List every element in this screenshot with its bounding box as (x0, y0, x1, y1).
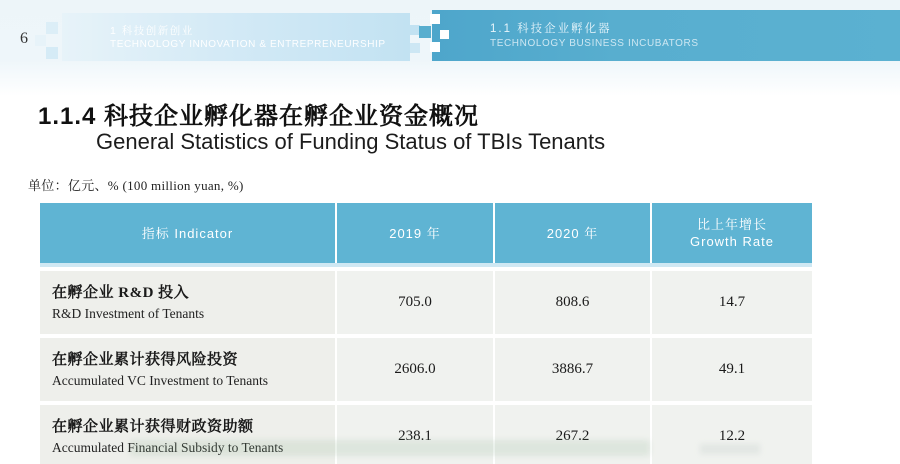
indicator-cell: 在孵企业 R&D 投入 R&D Investment of Tenants (40, 271, 337, 334)
puzzle-notch-icon (35, 35, 46, 46)
chapter-banner (62, 13, 410, 61)
puzzle-notch-icon (410, 43, 420, 53)
growth-cell: 49.1 (652, 338, 812, 401)
statistics-table (40, 203, 812, 464)
growth-cell: 12.2 (652, 405, 812, 464)
chapter-banner-title-en: TECHNOLOGY INNOVATION & ENTREPRENEURSHIP (110, 38, 386, 50)
column-header-2020: 2020 年 (495, 203, 652, 263)
puzzle-notch-icon (430, 42, 440, 52)
column-header-growth: 比上年增长 Growth Rate (652, 203, 812, 263)
puzzle-notch-icon (430, 14, 440, 24)
table-header-row (40, 203, 812, 267)
indicator-cell: 在孵企业累计获得财政资助额 Accumulated Financial Subsidy to Tenants (40, 405, 337, 464)
value-2019-cell: 2606.0 (337, 338, 495, 401)
table-row (40, 271, 812, 334)
value-2020-cell: 267.2 (495, 405, 652, 464)
print-bleed-artifact (130, 440, 650, 456)
puzzle-notch-icon (46, 22, 58, 34)
value-2020-cell: 808.6 (495, 271, 652, 334)
chapter-banner-title-zh: 1 科技创新创业 (110, 24, 194, 37)
puzzle-notch-icon (419, 26, 431, 38)
section-banner-title-zh: 1.1 科技企业孵化器 (490, 22, 612, 35)
table-row (40, 338, 812, 401)
section-banner-title-en: TECHNOLOGY BUSINESS INCUBATORS (490, 37, 699, 49)
value-2020-cell: 3886.7 (495, 338, 652, 401)
page-number: 6 (20, 30, 28, 47)
value-2019-cell: 238.1 (337, 405, 495, 464)
puzzle-notch-icon (440, 30, 449, 39)
column-header-indicator: 指标 Indicator (40, 203, 337, 263)
print-bleed-artifact (700, 444, 760, 454)
growth-cell: 14.7 (652, 271, 812, 334)
section-title-zh: 1.1.4 科技企业孵化器在孵企业资金概况 (38, 103, 480, 130)
column-header-2019: 2019 年 (337, 203, 495, 263)
puzzle-notch-icon (46, 47, 58, 59)
section-title-en: General Statistics of Funding Status of TBIs Tenants (96, 129, 606, 154)
section-banner (432, 10, 900, 61)
indicator-cell: 在孵企业累计获得风险投资 Accumulated VC Investment to Tenants (40, 338, 337, 401)
units-note: 单位：亿元、% (100 million yuan, %) (28, 178, 244, 193)
value-2019-cell: 705.0 (337, 271, 495, 334)
